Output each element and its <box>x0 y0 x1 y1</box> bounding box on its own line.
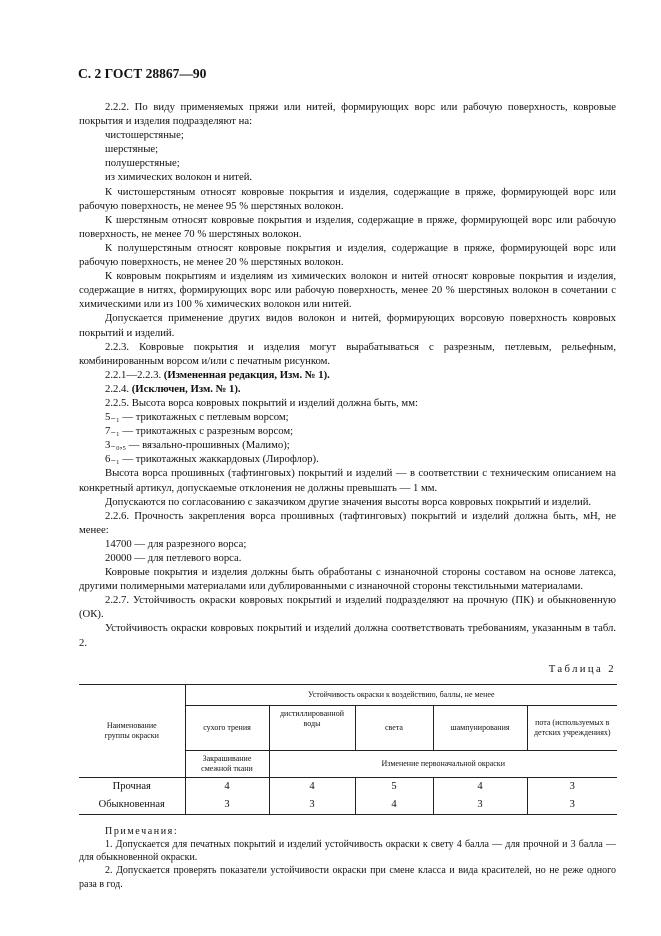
paragraph <box>79 452 616 466</box>
col-header-light: света <box>355 705 433 750</box>
paragraph-text: 2.2.4. <box>105 382 132 395</box>
paragraph <box>79 142 616 156</box>
paragraph-text: 14700 — для разрезного ворса; <box>105 537 247 550</box>
paragraph-text: 20000 — для петлевого ворса. <box>105 552 242 564</box>
note-item: 1. Допускается для печатных покрытий и изделий устойчивость окраски к свету 4 балла — для прочной и 3 балла — для обыкновенной окраски. <box>79 838 616 864</box>
paragraph-text: К шерстяным относят ковровые покрытия и изделия, содержащие в пряже, формирующей ворс или рабочую поверхность, не менее 70 % шерстяных волокон. <box>79 213 616 240</box>
cell: 4 <box>355 796 433 815</box>
paragraph <box>79 438 616 452</box>
paragraph-text: чистошерстяные; <box>105 129 184 142</box>
paragraph <box>79 551 616 565</box>
paragraph-bold-text: (Исключен, Изм. № 1). <box>131 382 241 395</box>
paragraph-text: 7₋₁ — трикотажных с разрезным ворсом; <box>105 425 294 438</box>
paragraph-text: К ковровым покрытиям и изделиям из химических волокон и нитей относят ковровые покрытия и изделия, содержащие в нитях, формирующих ворс или рабочую поверхность, менее 20 % шерстяных волокон в сочетании с химическими или из 100 % химических волокон или нитей. <box>79 270 616 311</box>
span-header: Устойчивость окраски к воздействию, баллы, не менее <box>185 684 617 705</box>
paragraph <box>79 128 616 142</box>
paragraph <box>79 593 616 621</box>
paragraph <box>79 311 616 339</box>
table-header-row <box>79 684 617 705</box>
subheader-change: Изменение первоначальной окраски <box>269 750 617 777</box>
cell: 3 <box>269 796 355 815</box>
paragraph-text: К полушерстяным относят ковровые покрытия и изделия, содержащие в пряже, формирующей ворс или рабочую поверхность, не менее 20 % шерстяных волокон. <box>79 241 616 269</box>
paragraph <box>79 100 616 128</box>
table-caption: Таблица 2 <box>548 662 616 675</box>
paragraph-text: Ковровые покрытия и изделия должны быть обработаны с изнаночной стороны составом на основе латекса, другими полимерными материалами или дублированными с изнаночной стороны текстильными материалами. <box>79 566 616 593</box>
paragraph <box>79 170 616 184</box>
paragraph <box>79 424 616 438</box>
paragraph-text: Допускаются по согласованию с заказчиком другие значения высоты ворса ковровых покрытий и изделий. <box>105 495 592 508</box>
cell: 3 <box>527 777 617 796</box>
subheader-staining: Закрашивание смежной ткани <box>185 750 269 777</box>
paragraph <box>79 410 616 424</box>
row-name: Обыкновенная <box>79 796 185 815</box>
paragraph-text: 5₋₁ — трикотажных с петлевым ворсом; <box>105 411 289 424</box>
cell: 5 <box>355 777 433 796</box>
paragraph <box>79 537 616 551</box>
paragraph <box>79 213 616 241</box>
colorfastness-table <box>79 684 617 815</box>
notes-section <box>79 825 616 891</box>
paragraph <box>79 509 616 537</box>
col-header-water: дистиллированной воды <box>269 705 355 750</box>
paragraph-text: полушерстяные; <box>105 157 180 170</box>
paragraph <box>79 495 616 509</box>
page-header: С. 2 ГОСТ 28867—90 <box>78 66 207 81</box>
paragraph <box>79 466 616 494</box>
paragraph-text: 2.2.1—2.2.3. <box>105 368 164 381</box>
cell: 4 <box>185 777 269 796</box>
paragraph-text: 2.2.5. Высота ворса ковровых покрытий и изделий должна быть, мм: <box>105 396 418 409</box>
cell: 3 <box>527 796 617 815</box>
paragraph-text: Допускается применение других видов волокон и нитей, формирующих ворсовую поверхность ковровых покрытий и изделий. <box>79 312 616 339</box>
paragraph-text: 2.2.7. Устойчивость окраски ковровых покрытий и изделий подразделяют на прочную (ПК) и обыкновенную (ОК). <box>79 594 616 621</box>
paragraph-text: 2.2.2. По виду применяемых пряжи или нитей, формирующих ворс или рабочую поверхность, ковровые покрытия и изделия подразделяют на: <box>79 101 616 128</box>
paragraph-text: 2.2.3. Ковровые покрытия и изделия могут вырабатываться с разрезным, петлевым, рельефным, комбинированным ворсом и/или с печатным рисунком. <box>79 340 616 367</box>
cell: 3 <box>433 796 527 815</box>
document-body <box>79 100 616 891</box>
col-header-shampoo: шампунирования <box>433 705 527 750</box>
paragraph-text: Высота ворса прошивных (тафтинговых) покрытий и изделий — в соответствии с техническим описанием на конкретный артикул, допускаемые отклонения не должны превышать — 1 мм. <box>79 467 616 494</box>
paragraph <box>79 368 616 382</box>
paragraph <box>79 185 616 213</box>
col-header-sweat: пота (используемых в детских учреждениях) <box>527 705 617 750</box>
paragraph-bold-text: (Измененная редакция, Изм. № 1). <box>163 368 330 381</box>
cell: 4 <box>433 777 527 796</box>
row-name: Прочная <box>79 777 185 796</box>
paragraph-text: Устойчивость окраски ковровых покрытий и изделий должна соответствовать требованиям, указанным в табл. 2. <box>79 622 616 649</box>
paragraph-text: 6₋₁ — трикотажных жаккардовых (Лирофлор). <box>105 453 319 466</box>
table-row <box>79 777 617 796</box>
paragraph <box>79 382 616 396</box>
paragraph-text: 3₋₀,₅ — вязально-прошивных (Малимо); <box>105 439 290 452</box>
paragraph <box>79 396 616 410</box>
paragraph <box>79 269 616 311</box>
paragraph <box>79 340 616 368</box>
paragraph <box>79 241 616 269</box>
paragraph <box>79 565 616 593</box>
paragraph <box>79 621 616 649</box>
paragraph-list <box>79 100 616 650</box>
cell: 3 <box>185 796 269 815</box>
note-item: 2. Допускается проверять показатели устойчивости окраски при смене класса и вида красителей, но не реже одного раза в год. <box>79 865 616 890</box>
paragraph <box>79 156 616 170</box>
cell: 4 <box>269 777 355 796</box>
paragraph-text: К чистошерстяным относят ковровые покрытия и изделия, содержащие в пряже, формирующей ворс или рабочую поверхность, не менее 95 % шерстяных волокон. <box>79 185 616 212</box>
paragraph-text: из химических волокон и нитей. <box>105 171 253 184</box>
group-header: Наименование группы окраски <box>79 684 185 777</box>
table-row <box>79 796 617 815</box>
paragraph-text: 2.2.6. Прочность закрепления ворса прошивных (тафтинговых) покрытий и изделий должна быть, мН, не менее: <box>79 509 616 536</box>
col-header-dry-rub: сухого трения <box>185 705 269 750</box>
notes-heading: Примечания: <box>105 825 179 837</box>
paragraph-text: шерстяные; <box>105 143 159 156</box>
